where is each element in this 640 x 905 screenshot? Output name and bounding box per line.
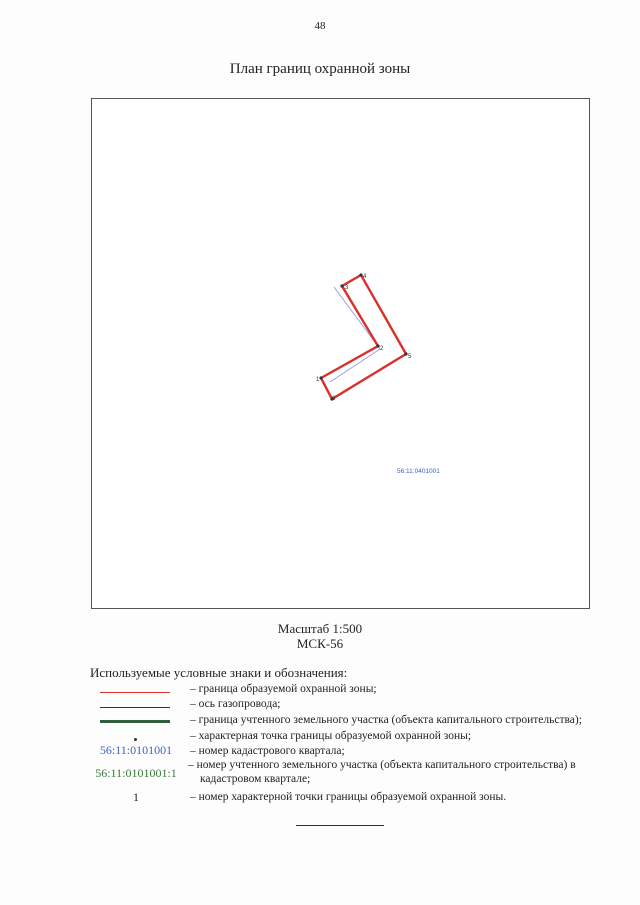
map-frame — [91, 98, 590, 609]
legend-code-quarter: 56:11:0101001 — [99, 743, 173, 757]
point-label-2: 2 — [380, 346, 384, 352]
point-label-3: 3 — [345, 285, 349, 291]
legend-code-point-number: 1 — [133, 790, 139, 804]
legend-code-parcel: 56:11:0101001:1 — [95, 766, 177, 780]
cadastral-quarter-label: 56:11:0401001 — [397, 468, 440, 475]
legend-desc-parcel-line2: кадастровом квартале; — [200, 773, 311, 785]
boundary-plan-map — [92, 99, 589, 608]
point-3 — [340, 284, 343, 287]
legend-desc-characteristic-point: – характерная точка границы образуемой охранной зоны; — [190, 730, 472, 742]
legend-desc-zone-boundary: – граница образуемой охранной зоны; — [190, 683, 377, 695]
legend-symbol-parcel-boundary — [100, 720, 170, 723]
legend-desc-parcel-line1: – номер учтенного земельного участка (объекта капитального строительства) в — [188, 759, 576, 771]
legend-desc-quarter: – номер кадастрового квартала; — [190, 745, 345, 757]
legend-symbol-zone-boundary — [100, 692, 170, 693]
legend-desc-point-number: – номер характерной точки границы образуемой охранной зоны. — [190, 791, 507, 803]
coordinate-system-text: МСК-56 — [296, 636, 344, 651]
protection-zone-boundary — [321, 275, 406, 399]
footer-separator — [296, 825, 384, 826]
characteristic-points — [319, 273, 407, 400]
legend-desc-pipeline-axis: – ось газопровода; — [190, 698, 281, 710]
point-label-4: 4 — [363, 274, 367, 280]
point-label-5: 5 — [408, 354, 412, 360]
legend-symbol-pipeline-axis — [100, 707, 170, 708]
legend-title: Используемые условные знаки и обозначения: — [90, 665, 348, 680]
point-1 — [319, 376, 322, 379]
page-title: План границ охранной зоны — [229, 61, 411, 77]
legend-symbol-characteristic-point — [134, 738, 137, 741]
scale-text: Масштаб 1:500 — [277, 621, 363, 636]
legend-desc-parcel-boundary: – граница учтенного земельного участка (объекта капитального строительства); — [190, 714, 582, 726]
page-number: 48 — [314, 20, 326, 32]
point-label-1: 1 — [316, 377, 320, 383]
point-label-6: 6 — [332, 396, 336, 402]
